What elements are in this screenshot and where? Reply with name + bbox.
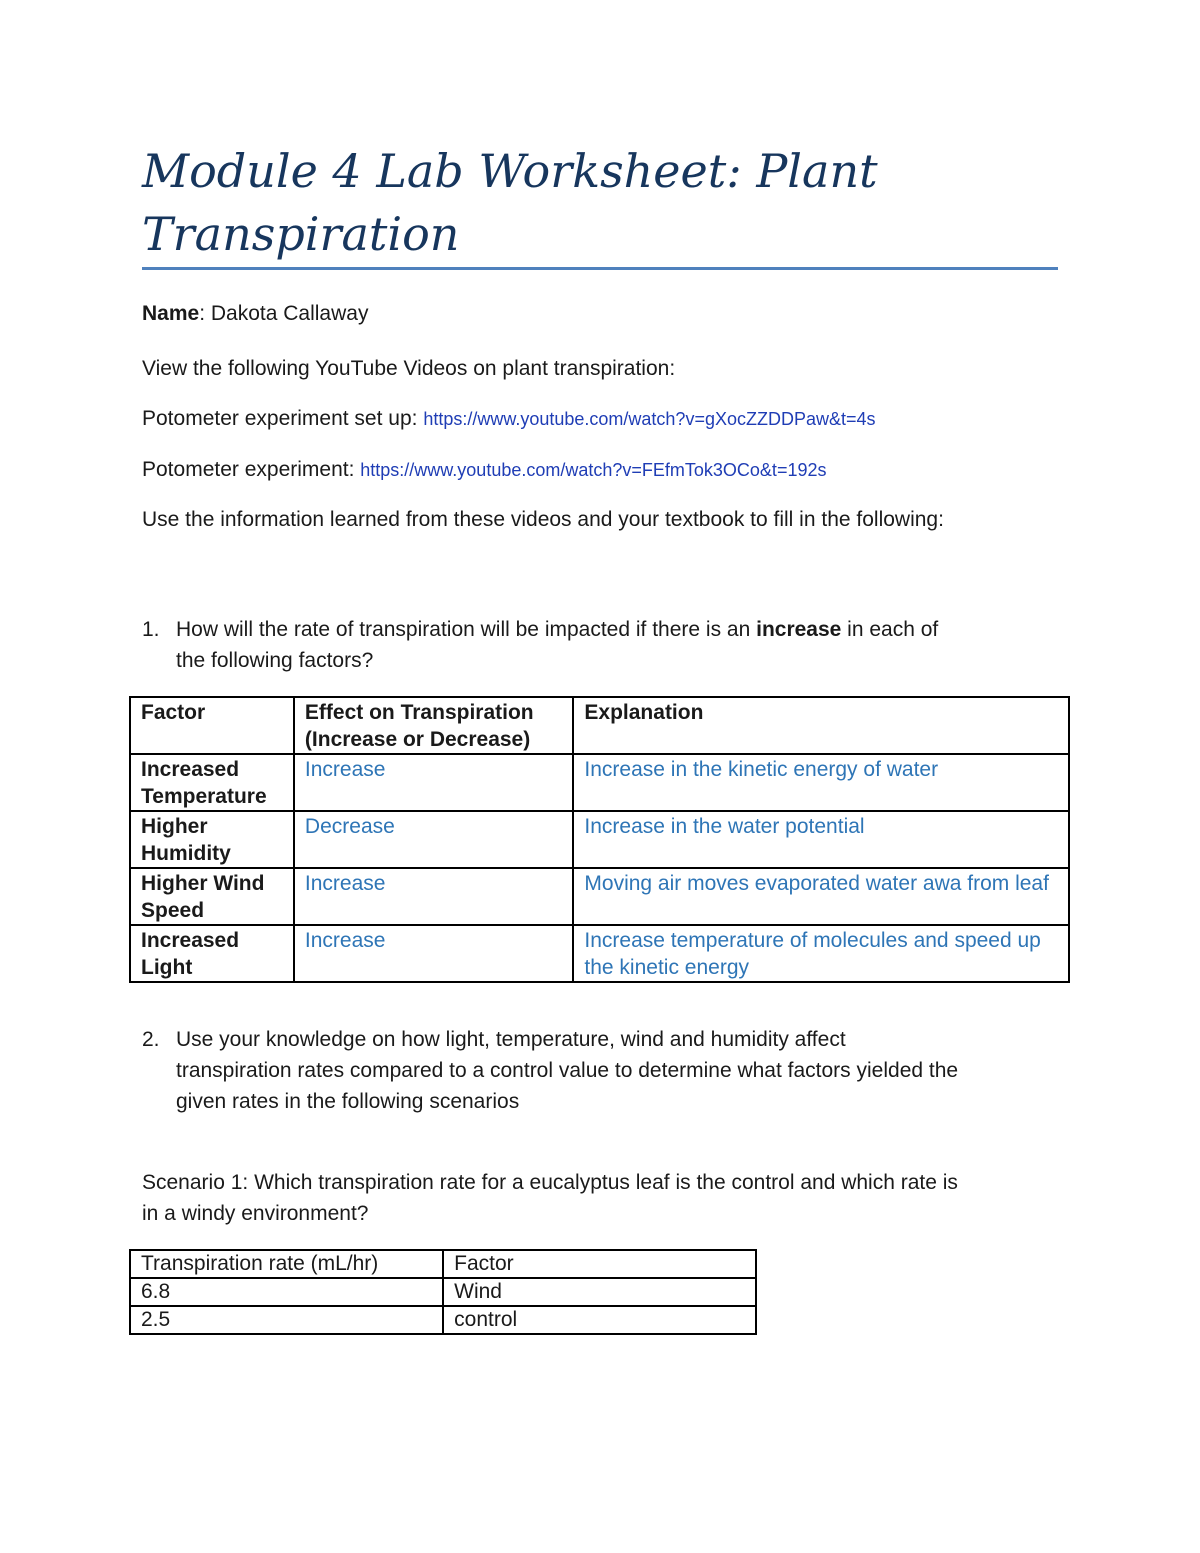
table-row bbox=[130, 925, 1069, 982]
scenario-1-text bbox=[142, 1167, 1072, 1229]
intro-text: View the following YouTube Videos on plant transpiration: bbox=[142, 357, 676, 380]
header-factor: Factor bbox=[443, 1250, 756, 1278]
question-2-text bbox=[176, 1024, 1076, 1117]
question-1-line-2: the following factors? bbox=[176, 649, 374, 672]
effect-cell[interactable]: Increase bbox=[294, 754, 573, 811]
title-line-1: Module 4 Lab Worksheet: Plant bbox=[142, 144, 878, 198]
effect-cell[interactable]: Increase bbox=[294, 868, 573, 925]
question-2-line-3: given rates in the following scenarios bbox=[176, 1090, 520, 1113]
scenario-1-line-2: in a windy environment? bbox=[142, 1202, 369, 1225]
question-1-text-after: in each of bbox=[841, 618, 939, 641]
effect-cell[interactable]: Decrease bbox=[294, 811, 573, 868]
scenario-1-table bbox=[129, 1249, 757, 1335]
table-header-row bbox=[130, 1250, 756, 1278]
instructions-text: Use the information learned from these videos and your textbook to fill in the following: bbox=[142, 508, 944, 531]
factors-table bbox=[129, 696, 1070, 983]
factor-cell: Higher Humidity bbox=[130, 811, 294, 868]
video-1-link[interactable]: https://www.youtube.com/watch?v=gXocZZDDPaw&t=4s bbox=[423, 409, 876, 429]
factor-cell: Increased Temperature bbox=[130, 754, 294, 811]
effect-cell[interactable]: Increase bbox=[294, 925, 573, 982]
name-label: Name bbox=[142, 302, 200, 325]
header-rate: Transpiration rate (mL/hr) bbox=[130, 1250, 443, 1278]
header-explanation: Explanation bbox=[573, 697, 1069, 754]
table-row bbox=[130, 1278, 756, 1306]
video-1-label: Potometer experiment set up: bbox=[142, 407, 424, 430]
video-line-1 bbox=[142, 404, 876, 434]
question-1-bold: increase bbox=[756, 618, 842, 641]
video-2-link[interactable]: https://www.youtube.com/watch?v=FEfmTok3OCo&t=192s bbox=[360, 460, 827, 480]
table-row bbox=[130, 811, 1069, 868]
factor-answer-cell[interactable]: Wind bbox=[443, 1278, 756, 1306]
question-1-text bbox=[176, 614, 1076, 676]
factor-cell: Increased Light bbox=[130, 925, 294, 982]
question-2-line-2: transpiration rates compared to a control value to determine what factors yielded the bbox=[176, 1059, 959, 1082]
table-row bbox=[130, 754, 1069, 811]
explanation-cell[interactable]: Increase temperature of molecules and speed up the kinetic energy bbox=[573, 925, 1069, 982]
factor-cell: Higher Wind Speed bbox=[130, 868, 294, 925]
question-1-text-before: How will the rate of transpiration will be impacted if there is an bbox=[176, 618, 757, 641]
scenario-1-line-1: Scenario 1: Which transpiration rate for a eucalyptus leaf is the control and which rate is bbox=[142, 1171, 958, 1194]
header-factor: Factor bbox=[130, 697, 294, 754]
factor-answer-cell[interactable]: control bbox=[443, 1306, 756, 1334]
rate-cell: 2.5 bbox=[130, 1306, 443, 1334]
explanation-cell[interactable]: Moving air moves evaporated water awa from leaf bbox=[573, 868, 1069, 925]
name-line bbox=[142, 299, 368, 329]
rate-cell: 6.8 bbox=[130, 1278, 443, 1306]
title-line-2: Transpiration bbox=[142, 207, 460, 261]
name-value: : Dakota Callaway bbox=[199, 302, 369, 325]
header-effect: Effect on Transpiration (Increase or Decrease) bbox=[294, 697, 573, 754]
title-underline bbox=[142, 267, 1058, 270]
table-row bbox=[130, 1306, 756, 1334]
question-1-number: 1. bbox=[142, 618, 160, 641]
question-2-line-1: Use your knowledge on how light, temperature, wind and humidity affect bbox=[176, 1028, 846, 1051]
question-2-number: 2. bbox=[142, 1028, 160, 1051]
table-row bbox=[130, 868, 1069, 925]
video-line-2 bbox=[142, 455, 826, 485]
video-2-label: Potometer experiment: bbox=[142, 458, 361, 481]
table-header-row bbox=[130, 697, 1069, 754]
page-title bbox=[142, 140, 1062, 266]
explanation-cell[interactable]: Increase in the kinetic energy of water bbox=[573, 754, 1069, 811]
explanation-cell[interactable]: Increase in the water potential bbox=[573, 811, 1069, 868]
